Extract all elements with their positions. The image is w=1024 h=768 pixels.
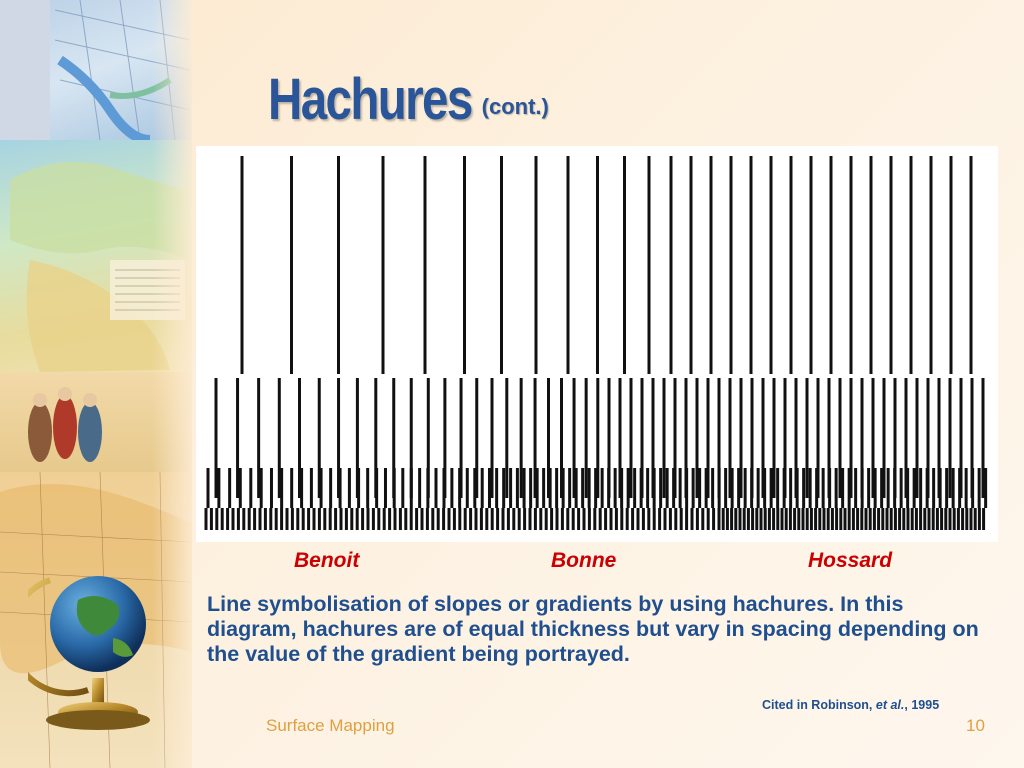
globe-icon [28,560,168,740]
citation-suffix: , 1995 [904,698,940,712]
citation-prefix: Cited in Robinson, [762,698,876,712]
page-title: Hachures [268,67,472,132]
hachure-diagram [196,146,998,542]
label-benoit: Benoit [294,549,360,572]
label-bonne: Bonne [551,549,617,572]
title-container [268,66,516,133]
label-hossard: Hossard [808,549,893,572]
citation-et-al: et al. [875,698,905,712]
hachure-drawing [196,146,998,542]
page-number: 10 [966,716,985,735]
footer-title: Surface Mapping [266,716,395,735]
citation [762,698,939,712]
page-subtitle: (cont.) [481,94,549,119]
description-text: Line symbolisation of slopes or gradients by using hachures. In this diagram, hachures are of equal thickness but vary in spacing depending on the value of the gradient being portrayed. [207,592,979,666]
